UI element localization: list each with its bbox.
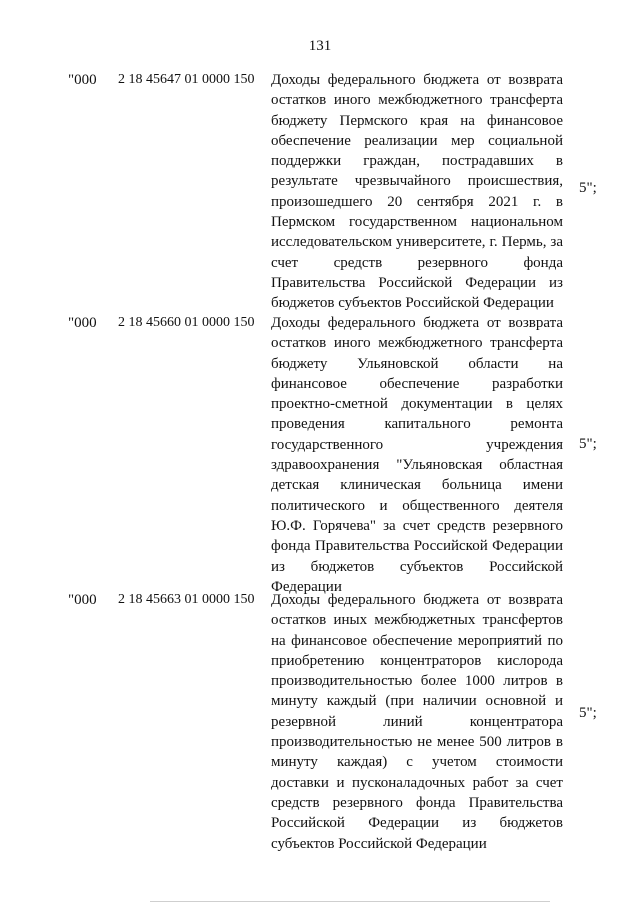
entry-prefix: "000: [68, 315, 97, 331]
budget-classification-code: 2 18 45663 01 0000 150: [118, 592, 255, 607]
entry-value: 5";: [579, 180, 597, 196]
scan-edge-line: [150, 901, 550, 902]
budget-classification-code: 2 18 45647 01 0000 150: [118, 72, 255, 87]
budget-classification-code: 2 18 45660 01 0000 150: [118, 315, 255, 330]
budget-entry: [0, 590, 640, 850]
budget-entry: [0, 70, 640, 310]
entry-prefix: "000: [68, 592, 97, 608]
entry-value: 5";: [579, 705, 597, 721]
entry-description: Доходы федерального бюджета от возврата остатков иного межбюджетного трансферта бюджету Ульяновской области на финансовое обеспечение разработки проектно-сметной документации в целях проведения капитального ремонта государственного учреждения здравоохранения "Ульяновская областная детская клиническая больница имени политического и общественного деятеля Ю.Ф. Горячева" за счет средств резервного фонда Правительства Российской Федерации из бюджетов субъектов Российской Федерации: [271, 315, 563, 595]
page-number: 131: [308, 38, 332, 54]
entry-prefix: "000: [68, 72, 97, 88]
entry-description: Доходы федерального бюджета от возврата остатков иного межбюджетного трансферта бюджету Пермского края на финансовое обеспечение реализации мер социальной поддержки граждан, пострадавших в результате чрезвычайного происшествия, произошедшего 20 сентября 2021 г. в Пермском государственном национальном исследовательском университете, г. Пермь, за счет средств резервного фонда Правительства Российской Федерации из бюджетов субъектов Российской Федерации: [271, 72, 563, 312]
entry-value: 5";: [579, 436, 597, 452]
entry-description: Доходы федерального бюджета от возврата остатков иных межбюджетных трансфертов на финансовое обеспечение мероприятий по приобретению концентраторов кислорода производительностью более 1000 литров в минуту каждый (при наличии основной и резервной линий концентратора производительностью не менее 500 литров в минуту каждая) с учетом стоимости доставки и пусконаладочных работ за счет средств резервного фонда Правительства Российской Федерации из бюджетов субъектов Российской Федерации: [271, 592, 563, 852]
budget-entry: [0, 313, 640, 593]
